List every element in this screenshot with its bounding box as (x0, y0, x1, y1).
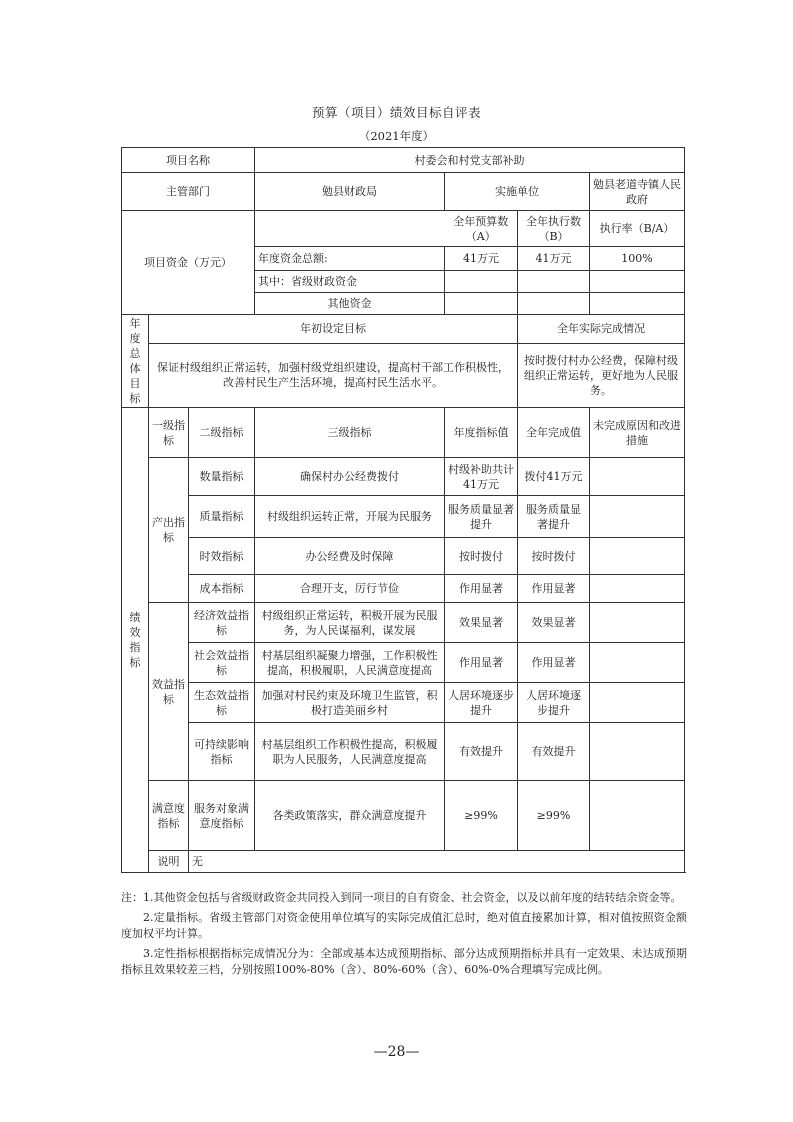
actual-cell: 效果显著 (518, 603, 590, 643)
total-exec: 41万元 (518, 247, 590, 271)
l3-cell: 村级组织运转正常，开展为民服务 (255, 496, 445, 538)
actual-cell: 拨付41万元 (518, 458, 590, 496)
l2-cell: 时效指标 (189, 538, 255, 575)
reason-cell (590, 538, 685, 575)
goals-label: 年度总体目标 (122, 315, 149, 408)
initial-goal: 保证村级组织正常运转，加强村级党组织建设，提高村干部工作积极性，改善村民生产生活环境，提高村民生活水平。 (149, 343, 518, 407)
l3-cell: 村级组织正常运转，积极开展为民服务，为人民谋福利，谋发展 (255, 603, 445, 643)
impl-value: 勉县老道寺镇人民政府 (590, 173, 685, 211)
col-budget: 全年预算数（A） (445, 211, 518, 247)
l2-cell: 可持续影响指标 (189, 723, 255, 781)
actual-cell: 作用显著 (518, 643, 590, 683)
table-row (122, 723, 685, 781)
target-cell: 作用显著 (445, 643, 518, 683)
remark-value: 无 (189, 851, 685, 873)
table-row (122, 538, 685, 575)
note-3: 3.定性指标根据指标完成情况分为：全部或基本达成预期指标、部分达成预期指标并具有一定效果、未达成预期指标且效果较差三档，分别按照100%-80%（含）、80%-60%（含）、60%-0%合理填写完成比例。 (121, 946, 687, 976)
note-1: 注：1.其他资金包括与省级财政资金共同投入到同一项目的自有资金、社会资金，以及以前年度的结转结余资金等。 (121, 891, 682, 904)
actual-cell: 按时拨付 (518, 538, 590, 575)
table-row (122, 683, 685, 723)
table-row (122, 496, 685, 538)
impl-label: 实施单位 (445, 173, 590, 211)
target-cell: 按时拨付 (445, 538, 518, 575)
col-exec: 全年执行数（B） (518, 211, 590, 247)
document-title: 预算（项目）绩效目标自评表 (311, 105, 481, 120)
note-2: 2.定量指标。省级主管部门对资金使用单位填写的实际完成值汇总时，绝对值直接累加计算，相对值按照资金额度加权平均计算。 (121, 910, 687, 940)
performance-table (121, 147, 685, 873)
table-row (122, 781, 685, 851)
other-budget (445, 293, 518, 315)
col-l3: 三级指标 (255, 408, 445, 458)
l2-cell: 质量指标 (189, 496, 255, 538)
other-rate (590, 293, 685, 315)
col-actual: 全年完成值 (518, 408, 590, 458)
provincial-budget (445, 271, 518, 293)
target-cell: 人居环境逐步提升 (445, 683, 518, 723)
l2-cell: 服务对象满意度指标 (189, 781, 255, 851)
target-cell: 效果显著 (445, 603, 518, 643)
l3-cell: 确保村办公经费拨付 (255, 458, 445, 496)
notes (121, 890, 687, 982)
total-label: 年度资金总额: (255, 247, 445, 271)
reason-cell (590, 781, 685, 851)
funds-label: 项目资金（万元） (122, 211, 255, 315)
table-row (122, 603, 685, 643)
effect-label: 效益指标 (149, 603, 189, 781)
remark-label: 说明 (149, 851, 189, 873)
actual-cell: ≥99% (518, 781, 590, 851)
reason-cell (590, 723, 685, 781)
table-row (122, 575, 685, 603)
target-cell: 村级补助共计41万元 (445, 458, 518, 496)
target-cell: 服务质量显著提升 (445, 496, 518, 538)
provincial-label: 其中：省级财政资金 (255, 271, 445, 293)
dept-value: 勉县财政局 (255, 173, 445, 211)
document-year: （2021年度） (358, 129, 435, 143)
target-cell: 作用显著 (445, 575, 518, 603)
actual-cell: 作用显著 (518, 575, 590, 603)
l2-cell: 经济效益指标 (189, 603, 255, 643)
actual-cell: 服务质量显著提升 (518, 496, 590, 538)
l2-cell: 成本指标 (189, 575, 255, 603)
provincial-exec (518, 271, 590, 293)
actual-goal: 按时拨付村办公经费，保障村级组织正常运转，更好地为人民服务。 (518, 343, 685, 407)
indicators-label: 绩效指标 (122, 408, 149, 873)
reason-cell (590, 683, 685, 723)
page-number: —28— (373, 1044, 420, 1060)
reason-cell (590, 496, 685, 538)
col-target: 年度指标值 (445, 408, 518, 458)
actual-cell: 人居环境逐步提升 (518, 683, 590, 723)
l3-cell: 村基层组织凝聚力增强，工作积极性提高，积极履职，人民满意度提高 (255, 643, 445, 683)
reason-cell (590, 575, 685, 603)
l2-cell: 生态效益指标 (189, 683, 255, 723)
project-name-label: 项目名称 (122, 148, 255, 173)
reason-cell (590, 643, 685, 683)
provincial-rate (590, 271, 685, 293)
col-l2: 二级指标 (189, 408, 255, 458)
satisfaction-label: 满意度指标 (149, 781, 189, 851)
dept-label: 主管部门 (122, 173, 255, 211)
target-cell: ≥99% (445, 781, 518, 851)
total-budget: 41万元 (445, 247, 518, 271)
l3-cell: 加强对村民约束及环境卫生监管，积极打造美丽乡村 (255, 683, 445, 723)
col-rate: 执行率（B/A） (590, 211, 685, 247)
l2-cell: 社会效益指标 (189, 643, 255, 683)
l3-cell: 各类政策落实，群众满意度提升 (255, 781, 445, 851)
project-name: 村委会和村党支部补助 (255, 148, 685, 173)
other-label: 其他资金 (255, 293, 445, 315)
reason-cell (590, 458, 685, 496)
actual-goal-label: 全年实际完成情况 (518, 315, 685, 344)
target-cell: 有效提升 (445, 723, 518, 781)
l3-cell: 合理开支，厉行节俭 (255, 575, 445, 603)
table-row (122, 458, 685, 496)
table-row (122, 643, 685, 683)
col-reason: 未完成原因和改进措施 (590, 408, 685, 458)
reason-cell (590, 603, 685, 643)
total-rate: 100% (590, 247, 685, 271)
output-label: 产出指标 (149, 458, 189, 603)
col-l1: 一级指标 (149, 408, 189, 458)
l3-cell: 办公经费及时保障 (255, 538, 445, 575)
actual-cell: 有效提升 (518, 723, 590, 781)
l3-cell: 村基层组织工作积极性提高，积极履职为人民服务，人民满意度提高 (255, 723, 445, 781)
other-exec (518, 293, 590, 315)
l2-cell: 数量指标 (189, 458, 255, 496)
initial-goal-label: 年初设定目标 (149, 315, 518, 344)
funds-blank (255, 211, 445, 247)
